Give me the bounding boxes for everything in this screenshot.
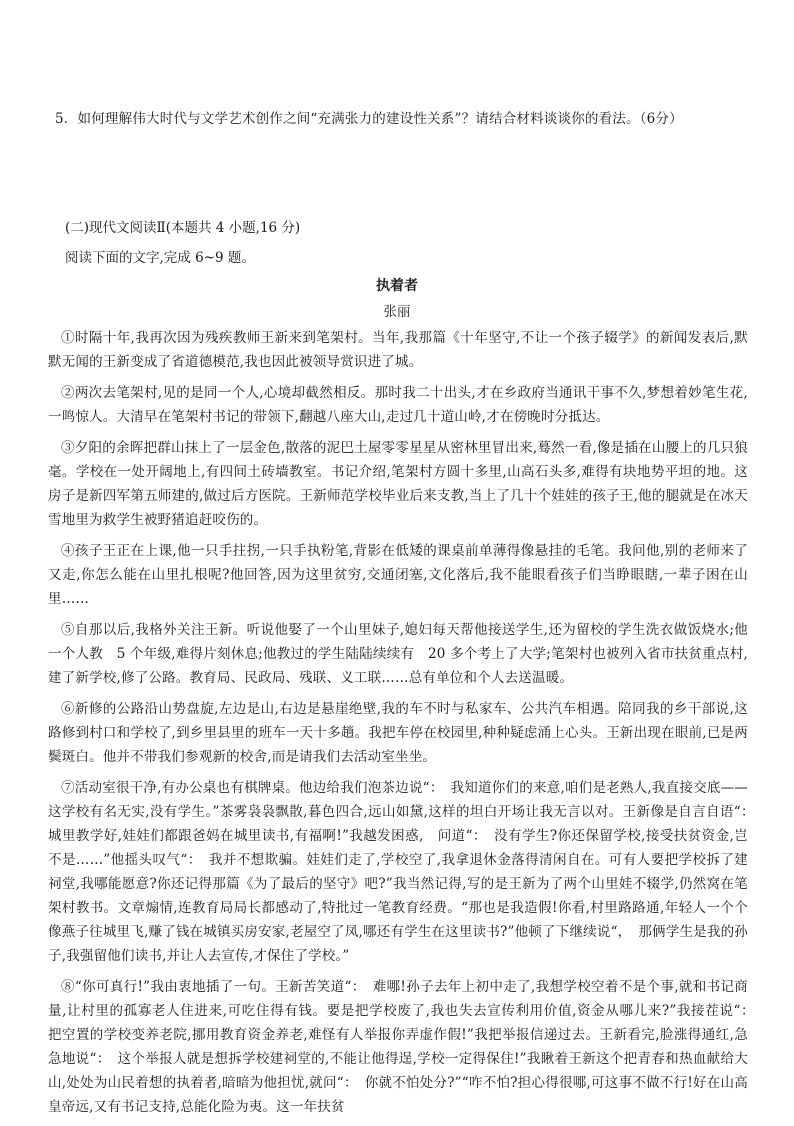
paragraph-5: ⑤自那以后,我格外关注王新。听说他娶了一个山里妹子,媳妇每天帮他接送学生,还为留校的学生洗衣做饭烧水;他一个人教 5 个年级,难得片刻休息;他教过的学生陆陆续续有 20 多个考上了大学;笔架村也被列入省市扶贫重点村,建了新学校,修了公路。教育局、民政局、残联、义工联……总有单位和个人去送温暖。	[48, 622, 748, 686]
article-body	[48, 326, 762, 1126]
article-author: 张丽	[383, 304, 411, 320]
paragraph-7: ⑦活动室很干净,有办公桌也有棋牌桌。他边给我们泡茶边说“： 我知道你们的来意,咱们是老熟人,我直接交底——这学校有名无实,没有学生。”茶雾袅袅飘散,暮色四合,远山如黛,这样的坦白开场让我无言以对。王新像是自言自语“： 城里教学好,娃娃们都跟爸妈在城里读书,有福啊!”我越发困惑, 问道“： 没有学生?你还保留学校,接受扶贫资金,岂不是……”他摇头叹气“： 我并不想欺骗。娃娃们走了,学校空了,我拿退休金落得清闲自在。可有人要把学校拆了建祠堂,我哪能愿意?你还记得那篇《为了最后的坚守》吧?”我当然记得,写的是王新为了两个山里娃不辍学,仍然窝在笔架村教书。文章煽情,连教育局局长都感动了,特批过一笔教育经费。“那也是我造假!你看,村里路路通,年轻人一个个像燕子往城里飞,赚了钱在城镇买房安家,老屋空了凤,哪还有学生在这里读书?”他顿了下继续说“， 那俩学生是我的孙子,我强留他们读书,并让人去宣传,才保住了学校。”	[48, 780, 762, 964]
paragraph-4: ④孩子王正在上课,他一只手拄拐,一只手执粉笔,背影在低矮的课桌前单薄得像悬挂的毛笔。我问他,别的老师来了又走,你怎么能在山里扎根呢?他回答,因为这里贫穷,交通闭塞,文化落后,我不能眼看孩子们当睁眼瞎,一辈子困在山里……	[48, 543, 748, 607]
paragraph-6: ⑥新修的公路沿山势盘旋,左边是山,右边是悬崖绝壁,我的车不时与私家车、公共汽车相遇。陪同我的乡干部说,这路修到村口和学校了,到乡里县里的班车一天十多趟。我把车停在校园里,种种疑虑涌上心头。王新出现在眼前,已是两鬓斑白。他并不带我们参观新的校舍,而是请我们去活动室坐坐。	[48, 701, 748, 765]
reading-instruction: 阅读下面的文字,完成 6~9 题。	[65, 250, 255, 266]
paragraph-3: ③夕阳的余晖把群山抹上了一层金色,散落的泥巴土屋零零星星从密林里冒出来,蓦然一看,像是插在山腰上的几只狼毫。学校在一处开阔地上,有四间土砖墙教室。书记介绍,笔架村方圆十多里,山高石头多,难得有块地势平坦的地。这房子是新四军第五师建的,做过后方医院。王新师范学校毕业后来支教,当上了几十个娃娃的孩子王,他的腿就是在冰天雪地里为救学生被野猪追赶咬伤的。	[48, 440, 748, 528]
paragraph-1: ①时隔十年,我再次因为残疾教师王新来到笔架村。当年,我那篇《十年坚守,不让一个孩子辍学》的新闻发表后,默默无闻的王新变成了省道德模范,我也因此被领导赏识进了城。	[48, 330, 748, 370]
section-heading: (二)现代文阅读Ⅱ(本题共 4 小题,16 分)	[65, 220, 301, 236]
question-5: 5．如何理解伟大时代与文学艺术创作之间“充满张力的建设性关系”？请结合材料谈谈你的看法。（6分）	[55, 111, 683, 127]
article-title: 执着者	[376, 278, 418, 294]
paragraph-2: ②两次去笔架村,见的是同一个人,心境却截然相反。那时我二十出头,才在乡政府当通讯干事不久,梦想着妙笔生花,一鸣惊人。大清早在笔架村书记的带领下,翻越八座大山,走过几十道山岭,才在傍晚时分抵达。	[48, 385, 748, 425]
paragraph-8: ⑧“你可真行!”我由衷地插了一句。王新苦笑道“： 难哪!孙子去年上初中走了,我想学校空着不是个事,就和书记商量,让村里的孤寡老人住进来,可吃住得有钱。要是把学校废了,我也失去宣传利用价值,资金从哪儿来?”我接茬说“： 把空置的学校变养老院,挪用教育资金养老,难怪有人举报你弄虚作假!”我把举报信递过去。王新看完,脸涨得通红,急急地说“： 这个举报人就是想拆学校建祠堂的,不能让他得逞,学校一定得保住!”我瞅着王新这个把青春和热血献给大山,处处为山民着想的执着者,暗暗为他担忧,就问“： 你就不怕处分?”“咋不怕?担心得很哪,可这事不做不行!好在山高皇帝远,又有书记支持,总能化险为夷。这一年扶贫	[48, 979, 762, 1115]
